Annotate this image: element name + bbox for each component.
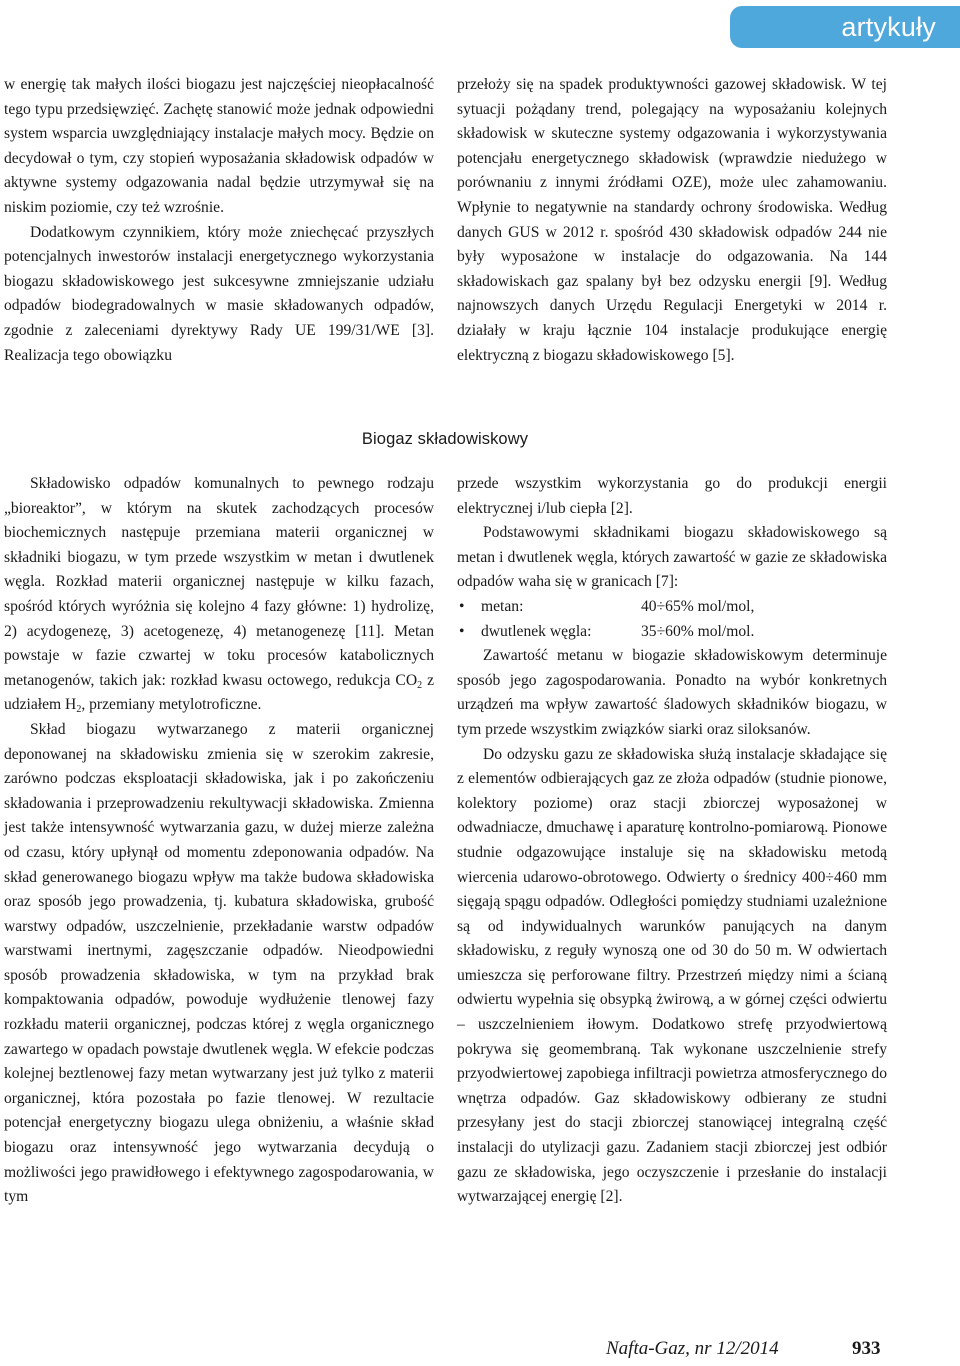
page-number: 933 [852,1338,881,1359]
text-fragment: , przemiany metylotroficzne. [81,696,262,714]
paragraph: w energię tak małych ilości biogazu jest najczęściej nieopłacalność tego typu przedsięwzięć. Zachętę stanowić może jednak odpowiedni system wsparcia uwzględniający instalacje małych mocy. Będzie on decydował o tym, czy stopień wyposażania składowisk odpadów w aktywne systemy odgazowania nadal będzie utrzymywał się na niskim poziomie, czy też wzrośnie. [4,76,434,216]
paragraph: Podstawowymi składnikami biogazu składowiskowego są metan i dwutlenek węgla, których zawartość w gazie ze składowiska odpadów waha się w granicach [7]: [457,524,887,591]
composition-list [457,595,887,644]
top-right-column [457,73,887,368]
paragraph: przełoży się na spadek produktywności gazowej składowisk. W tej sytuacji pożądany trend, polegający na wyposażaniu kolejnych składowisk w skuteczne systemy odgazowania i wykorzystywania potencjału energetycznego składowisk (wprawdzie niedużego w porównaniu z innymi źródłami OZE), może ulec zahamowaniu. Wpłynie to negatywnie na standardy ochrony środowiska. Według danych GUS w 2012 r. spośród 430 składowisk odpadów 244 nie były wyposażone w instalacje do odgazowania. Na 144 składowiskach gaz spalany był bez odzysku energii [9]. Według najnowszych danych Urzędu Regulacji Energetyki w 2014 r. działały w kraju łącznie 104 instalacje produkujące energię elektryczną z biogazu składowiskowego [5]. [457,76,887,364]
journal-name: Nafta-Gaz, nr 12/2014 [606,1338,779,1359]
composition-label: metan: [481,597,524,615]
paragraph: przede wszystkim wykorzystania go do produkcji energii elektrycznej i/lub ciepła [2]. [457,475,887,517]
paragraph: Do odzysku gazu ze składowiska służą instalacje składające się z elementów odbierających gaz ze złoża odpadów (studnie pionowe, kolektory poziome) oraz stacji zbiorczej wyposażonej w odwadniacze, dmuchawę i aparaturę kontrolno-pomiarową. Pionowe studnie odgazowujące instaluje się na składowisku metodą wiercenia udarowo-obrotowego. Odwierty o średnicy 400÷460 mm sięgają spągu odpadów. Odległości pomiędzy studniami uzależnione są od indywidualnych warunków panujących na danym składowisku, z reguły wynoszą one od 30 do 50 m. W odwiertach umieszcza się perforowane filtry. Przestrzeń między nimi a ścianą odwiertu wypełnia się obsypką żwirową, a w górnej części odwiertu – uszczelnieniem iłowym. Dodatkowo strefę przyodwiertową pokrywa się geomembraną. Tak wykonane uszczelnienie strefy przyodwiertowej zapobiega infiltracji powietrza atmosferycznego do wnętrza odpadów. Gaz składowiskowy odbierany ze studni przesyłany jest do stacji zbiorczej stanowiącej integralną część instalacji do utylizacji gazu. Zadaniem stacji zbiorczej jest odbiór gazu ze składowiska, jego oczyszczenie i przesłanie do instalacji wytwarzającej energię [2]. [457,745,887,1206]
text-fragment: Składowisko odpadów komunalnych to pewnego rodzaju „bioreaktor”, w którym na skutek zachodzących procesów biochemicznych następuje przemiana materii organicznej w składniki biogazu, w tym przede wszystkim w metan i dwutlenek węgla. Rozkład materii organicznej następuje w kilku fazach, spośród których wyróżnia się kolejno 4 fazy główne: 1) hydrolizę, 2) acydogenezę, 3) acetogenezę, 4) metanogenezę [11]. Metan powstaje w fazie czwartej w toku procesów katabolicznych metanogenów, takich jak: rozkład kwasu octowego, redukcja CO [4,475,434,689]
subscript: 2 [417,679,423,691]
composition-value: 35÷60% mol/mol. [641,622,755,640]
composition-label: dwutlenek węgla: [481,622,592,640]
section-badge: artykuły [730,6,960,48]
paragraph: Dodatkowym czynnikiem, który może zniechęcać przyszłych potencjalnych inwestorów instalacji energetycznego wykorzystania biogazu składowiskowego jest sukcesywne zmniejszanie udziału odpadów biodegradowalnych w masie składowanych odpadów, zgodnie z zaleceniami dyrektywy Rady UE 199/31/WE [3]. Realizacja tego obowiązku [4,223,434,364]
subscript: 2 [76,704,82,716]
list-item [457,620,887,645]
bottom-left-column [4,472,434,1210]
section-heading: Biogaz składowiskowy [361,430,529,448]
paragraph [4,472,434,718]
paragraph: Zawartość metanu w biogazie składowiskowym determinuje sposób jego zagospodarowania. Ponadto na wybór konkretnych urządzeń ma wpływ zawartość śladowych składników biogazu, w tym przede wszystkim związków siarki oraz siloksanów. [457,647,887,738]
paragraph: Skład biogazu wytwarzanego z materii organicznej deponowanej na składowisku zmienia się w szerokim zakresie, zarówno podczas eksploatacji składowiska, jak i po zakończeniu składowania i przeprowadzeniu rekultywacji składowiska. Zmienna jest także intensywność wytwarzania gazu, w dużej mierze zależna od czasu, który upłynął od momentu zdeponowania odpadów. Na skład generowanego biogazu wpływ ma także budowa składowiska oraz sposób jego prowadzenia, tj. kubatura składowiska, grubość warstwy odpadów, uszczelnienie, przekładanie warstw odpadów warstwami inertnymi, zagęszczanie odpadów. Nieodpowiedni sposób prowadzenia składowiska, w tym na przykład brak kompaktowania odpadów, powoduje wydłużenie tlenowej fazy rozkładu materii organicznej, podczas której z węgla organicznego zawartego w opadach powstaje dwutlenek węgla. W efekcie podczas kolejnej beztlenowej fazy metan wytwarzany jest już tylko z materii organicznej, która pozostała po fazie tlenowej. W rezultacie potencjał energetyczny biogazu ulega obniżeniu, a właśnie skład biogazu oraz intensywność jego wytwarzania decydują o możliwości jego prawidłowego i efektywnego zagospodarowania, w tym [4,720,434,1206]
list-item [457,595,887,620]
text-fragment: z udziałem H [4,671,434,714]
top-left-column [4,73,434,368]
composition-value: 40÷65% mol/mol, [641,597,755,615]
bottom-right-column [457,472,887,1210]
